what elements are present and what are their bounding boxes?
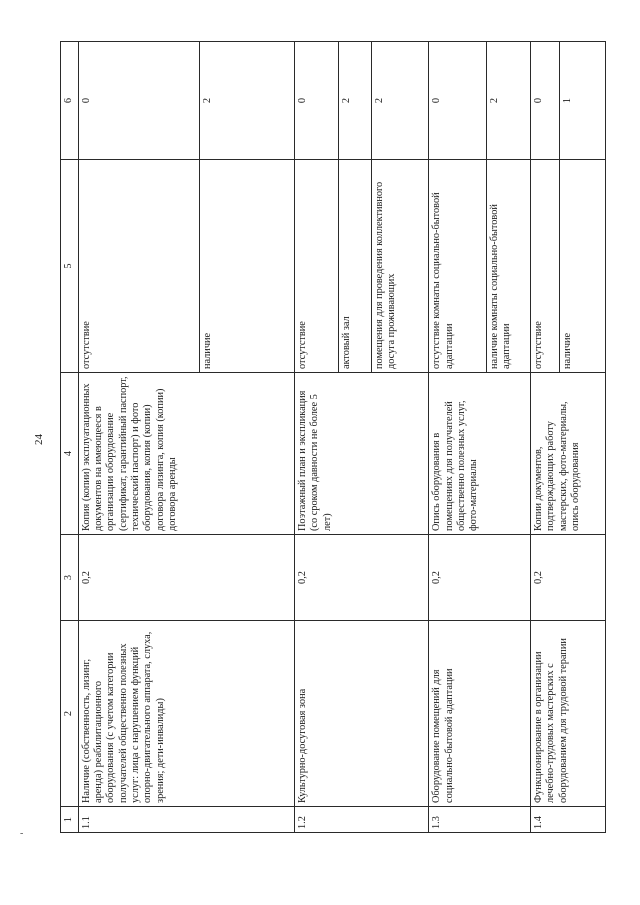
criterion-cell: актовый зал: [338, 160, 371, 373]
documents-cell: Копия (копии) эксплуатационных документов на имеющееся в организации оборудование (сертификат, гарантийный паспорт, технический паспорт) и фото оборудования, копия (копии) договора лизинга, копия (копии) договора аренды: [78, 373, 294, 535]
score-cell: 2: [338, 42, 371, 160]
header-cell: 5: [61, 160, 79, 373]
table-row: [294, 42, 338, 833]
header-cell: 2: [61, 621, 79, 807]
header-cell: 6: [61, 42, 79, 160]
criterion-cell: наличие: [199, 160, 294, 373]
criterion-cell: отсутствие: [530, 160, 559, 373]
criterion-cell: отсутствие: [294, 160, 338, 373]
weight-cell: 0,2: [294, 535, 429, 621]
indicator-cell: Функционирование в организации лечебно-трудовых мастерских с оборудованием для трудовой терапии: [530, 621, 605, 807]
indicator-cell: Наличие (собственность, лизинг, аренда) реабилитационного оборудования (с учетом категории получателей общественно полезных услуг: лица с нарушением функций опорно-двигательного аппарата, слуха, зрения; дети-инвалиды): [78, 621, 294, 807]
score-cell: 0: [429, 42, 486, 160]
score-cell: 0: [78, 42, 199, 160]
header-row: [61, 42, 79, 833]
criteria-table: [60, 41, 606, 833]
documents-cell: Поэтажный план и экспликация (со сроком давности не более 5 лет): [294, 373, 429, 535]
rotated-table-container: [60, 42, 606, 833]
table-row: [530, 42, 559, 833]
row-number: 1.4: [530, 807, 605, 833]
criterion-cell: отсутствие: [78, 160, 199, 373]
documents-cell: Опись оборудования в помещениях для получателей общественно полезных услуг, фото-материалы: [429, 373, 530, 535]
table-row: [78, 42, 199, 833]
weight-cell: 0,2: [429, 535, 530, 621]
score-cell: 0: [530, 42, 559, 160]
criterion-cell: наличие: [559, 160, 605, 373]
criterion-cell: помещения для проведения коллективного досуга проживающих: [372, 160, 429, 373]
documents-cell: Копии документов, подтверждающих работу мастерских, фото-материалы, опись оборудования: [530, 373, 605, 535]
score-cell: 1: [559, 42, 605, 160]
table-row: [429, 42, 486, 833]
score-cell: 2: [199, 42, 294, 160]
indicator-cell: Культурно-досуговая зона: [294, 621, 429, 807]
criterion-cell: наличие комнаты социально-бытовой адаптации: [486, 160, 530, 373]
header-cell: 1: [61, 807, 79, 833]
weight-cell: 0,2: [530, 535, 605, 621]
score-cell: 2: [372, 42, 429, 160]
row-number: 1.3: [429, 807, 530, 833]
row-number: 1.2: [294, 807, 429, 833]
score-cell: 2: [486, 42, 530, 160]
criterion-cell: отсутствие комнаты социально-бытовой адаптации: [429, 160, 486, 373]
header-cell: 3: [61, 535, 79, 621]
header-cell: 4: [61, 373, 79, 535]
page-number: 24: [33, 434, 45, 445]
margin-mark: -: [20, 828, 24, 839]
weight-cell: 0,2: [78, 535, 294, 621]
indicator-cell: Оборудование помещений для социально-бытовой адаптации: [429, 621, 530, 807]
score-cell: 0: [294, 42, 338, 160]
row-number: 1.1: [78, 807, 294, 833]
